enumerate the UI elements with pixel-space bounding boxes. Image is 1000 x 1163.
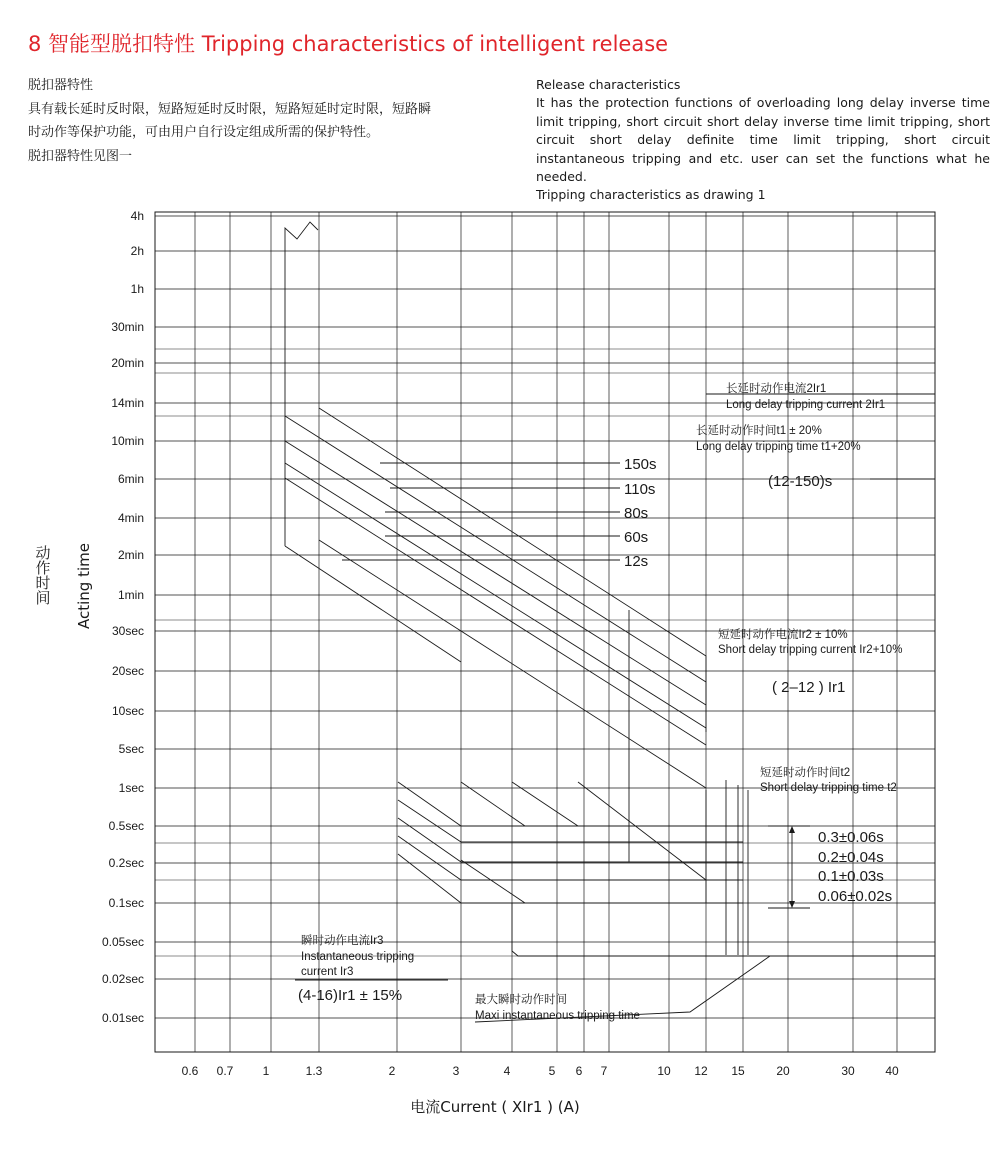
y-tick-label: 0.2sec (108, 856, 144, 870)
y-tick-label: 20min (111, 356, 144, 370)
short-delay-curve (398, 800, 461, 842)
x-tick-label: 0.7 (216, 1064, 234, 1078)
y-axis-label-cn: 动作时间 (35, 544, 51, 607)
annotation-short-delay-range: ( 2–12 ) Ir1 (772, 679, 846, 696)
instantaneous-curve (512, 903, 935, 956)
y-tick-label: 0.02sec (101, 972, 144, 986)
y-tick-label: 0.01sec (101, 1011, 144, 1025)
y-tick-label: 1min (117, 588, 144, 602)
long-delay-curve (285, 463, 706, 728)
description-cn-heading: 脱扣器特性 (28, 78, 94, 93)
y-tick-label: 10min (111, 434, 144, 448)
x-tick-label: 3 (452, 1064, 460, 1078)
x-tick-label: 0.6 (181, 1064, 199, 1078)
chart-annotations (295, 381, 935, 1022)
y-tick-label: 30sec (111, 624, 144, 638)
annotation-instant-cn: 瞬时动作电流Ir3 (301, 935, 384, 947)
long-delay-time-label: 150s (624, 456, 657, 473)
x-tick-label: 1.3 (305, 1064, 323, 1078)
description-cn-line: 脱扣器特性见图一 (28, 148, 133, 164)
x-tick-label: 40 (885, 1064, 899, 1078)
x-tick-label: 10 (657, 1064, 671, 1078)
t2-arrow-head-up (789, 826, 795, 833)
long-delay-time-label: 60s (624, 529, 649, 546)
y-tick-label: 20sec (111, 664, 144, 678)
short-delay-time-label: 0.1±0.03s (818, 868, 884, 885)
overload-start-curve (285, 222, 318, 546)
long-delay-time-label: 80s (624, 505, 649, 522)
x-tick-label: 20 (776, 1064, 790, 1078)
short-delay-curve (398, 818, 461, 862)
description-cn (28, 74, 498, 168)
annotation-long-delay-current-cn: 长延时动作电流2Ir1 (726, 383, 827, 395)
description-cn-line: 具有载长延时反时限，短路短延时反时限，短路短延时定时限，短路瞬 (28, 101, 432, 117)
long-delay-curve-lower (285, 546, 461, 662)
x-tick-label: 4 (503, 1064, 511, 1078)
x-axis-title: 电流Current ( XIr1 ) (A) (410, 1098, 580, 1116)
y-tick-label: 30min (111, 320, 144, 334)
y-tick-label: 2h (130, 244, 144, 258)
short-delay-curve (578, 782, 706, 880)
short-delay-curve (398, 836, 461, 880)
y-tick-label: 0.05sec (101, 935, 144, 949)
description-en-footer: Tripping characteristics as drawing 1 (536, 187, 766, 203)
annotation-long-delay-range: (12-150)s (768, 473, 833, 490)
y-tick-label: 4h (130, 209, 144, 223)
x-tick-label: 6 (575, 1064, 583, 1078)
y-tick-label: 0.5sec (108, 819, 144, 833)
short-delay-time-label: 0.3±0.06s (818, 829, 884, 846)
annotation-max-instant-en: Maxi instantaneous tripping time (475, 1010, 640, 1022)
description-en-heading: Release characteristics (536, 77, 681, 92)
page-title: 8 智能型脱扣特性 Tripping characteristics of intelligent release (28, 32, 669, 56)
annotation-long-delay-time-cn: 长延时动作时间t1 ± 20% (696, 425, 822, 437)
annotation-short-delay-current-cn: 短延时动作电流Ir2 ± 10% (718, 629, 848, 641)
short-delay-curve (461, 782, 525, 826)
annotation-long-delay-time-en: Long delay tripping time t1+20% (696, 441, 861, 453)
short-delay-time-label: 0.06±0.02s (818, 888, 893, 905)
y-axis-label-en: Acting time (75, 543, 93, 629)
annotation-max-instant-cn: 最大瞬时动作时间 (475, 994, 567, 1006)
short-delay-curve (512, 782, 578, 826)
x-tick-label: 30 (841, 1064, 855, 1078)
x-tick-label: 5 (548, 1064, 556, 1078)
annotation-short-delay-time-cn: 短延时动作时间t2 (760, 767, 851, 779)
description-cn-line: 时动作等保护功能，可由用户自行设定组成所需的保护特性。 (28, 125, 380, 140)
short-delay-time-label: 0.2±0.04s (818, 849, 884, 866)
y-axis-label (34, 540, 93, 640)
y-tick-label: 10sec (111, 704, 144, 718)
annotation-instant-range: (4-16)Ir1 ± 15% (298, 987, 403, 1004)
annotation-long-delay-current-en: Long delay tripping current 2Ir1 (726, 399, 886, 411)
long-delay-time-label: 12s (624, 553, 649, 570)
annotation-short-delay-current-en: Short delay tripping current Ir2+10% (718, 644, 903, 656)
y-tick-label: 4min (117, 511, 144, 525)
y-tick-label: 2min (117, 548, 144, 562)
t2-arrow-head-down (789, 901, 795, 908)
y-tick-label: 5sec (118, 742, 144, 756)
y-tick-label: 1sec (118, 781, 144, 795)
x-tick-label: 12 (694, 1064, 708, 1078)
short-delay-curve (398, 854, 461, 903)
y-tick-label: 0.1sec (108, 896, 144, 910)
x-tick-label: 15 (731, 1064, 745, 1078)
y-tick-label: 6min (117, 472, 144, 486)
annotation-instant-en-2: current Ir3 (301, 966, 354, 978)
annotation-short-delay-time-en: Short delay tripping time t2 (760, 782, 897, 794)
x-tick-label: 1 (262, 1064, 270, 1078)
short-delay-curve (398, 782, 461, 826)
annotation-instant-en-1: Instantaneous tripping (301, 951, 415, 963)
x-tick-label: 7 (600, 1064, 608, 1078)
y-tick-label: 14min (111, 396, 144, 410)
x-tick-label: 2 (388, 1064, 396, 1078)
description-en (536, 76, 990, 205)
y-tick-label: 1h (130, 282, 144, 296)
description-en-paragraph: It has the protection functions of overloading long delay inverse time limit tripping, short circuit short delay inverse time limit tripping, short circuit short delay definite time limit tripping, short circuit instantaneous tripping and etc. user can set the functions what he needed. (536, 95, 990, 185)
long-delay-curve (319, 540, 706, 788)
long-delay-time-label: 110s (624, 481, 656, 498)
short-delay-curve (461, 860, 525, 903)
tripping-characteristics-chart (0, 195, 1000, 1090)
